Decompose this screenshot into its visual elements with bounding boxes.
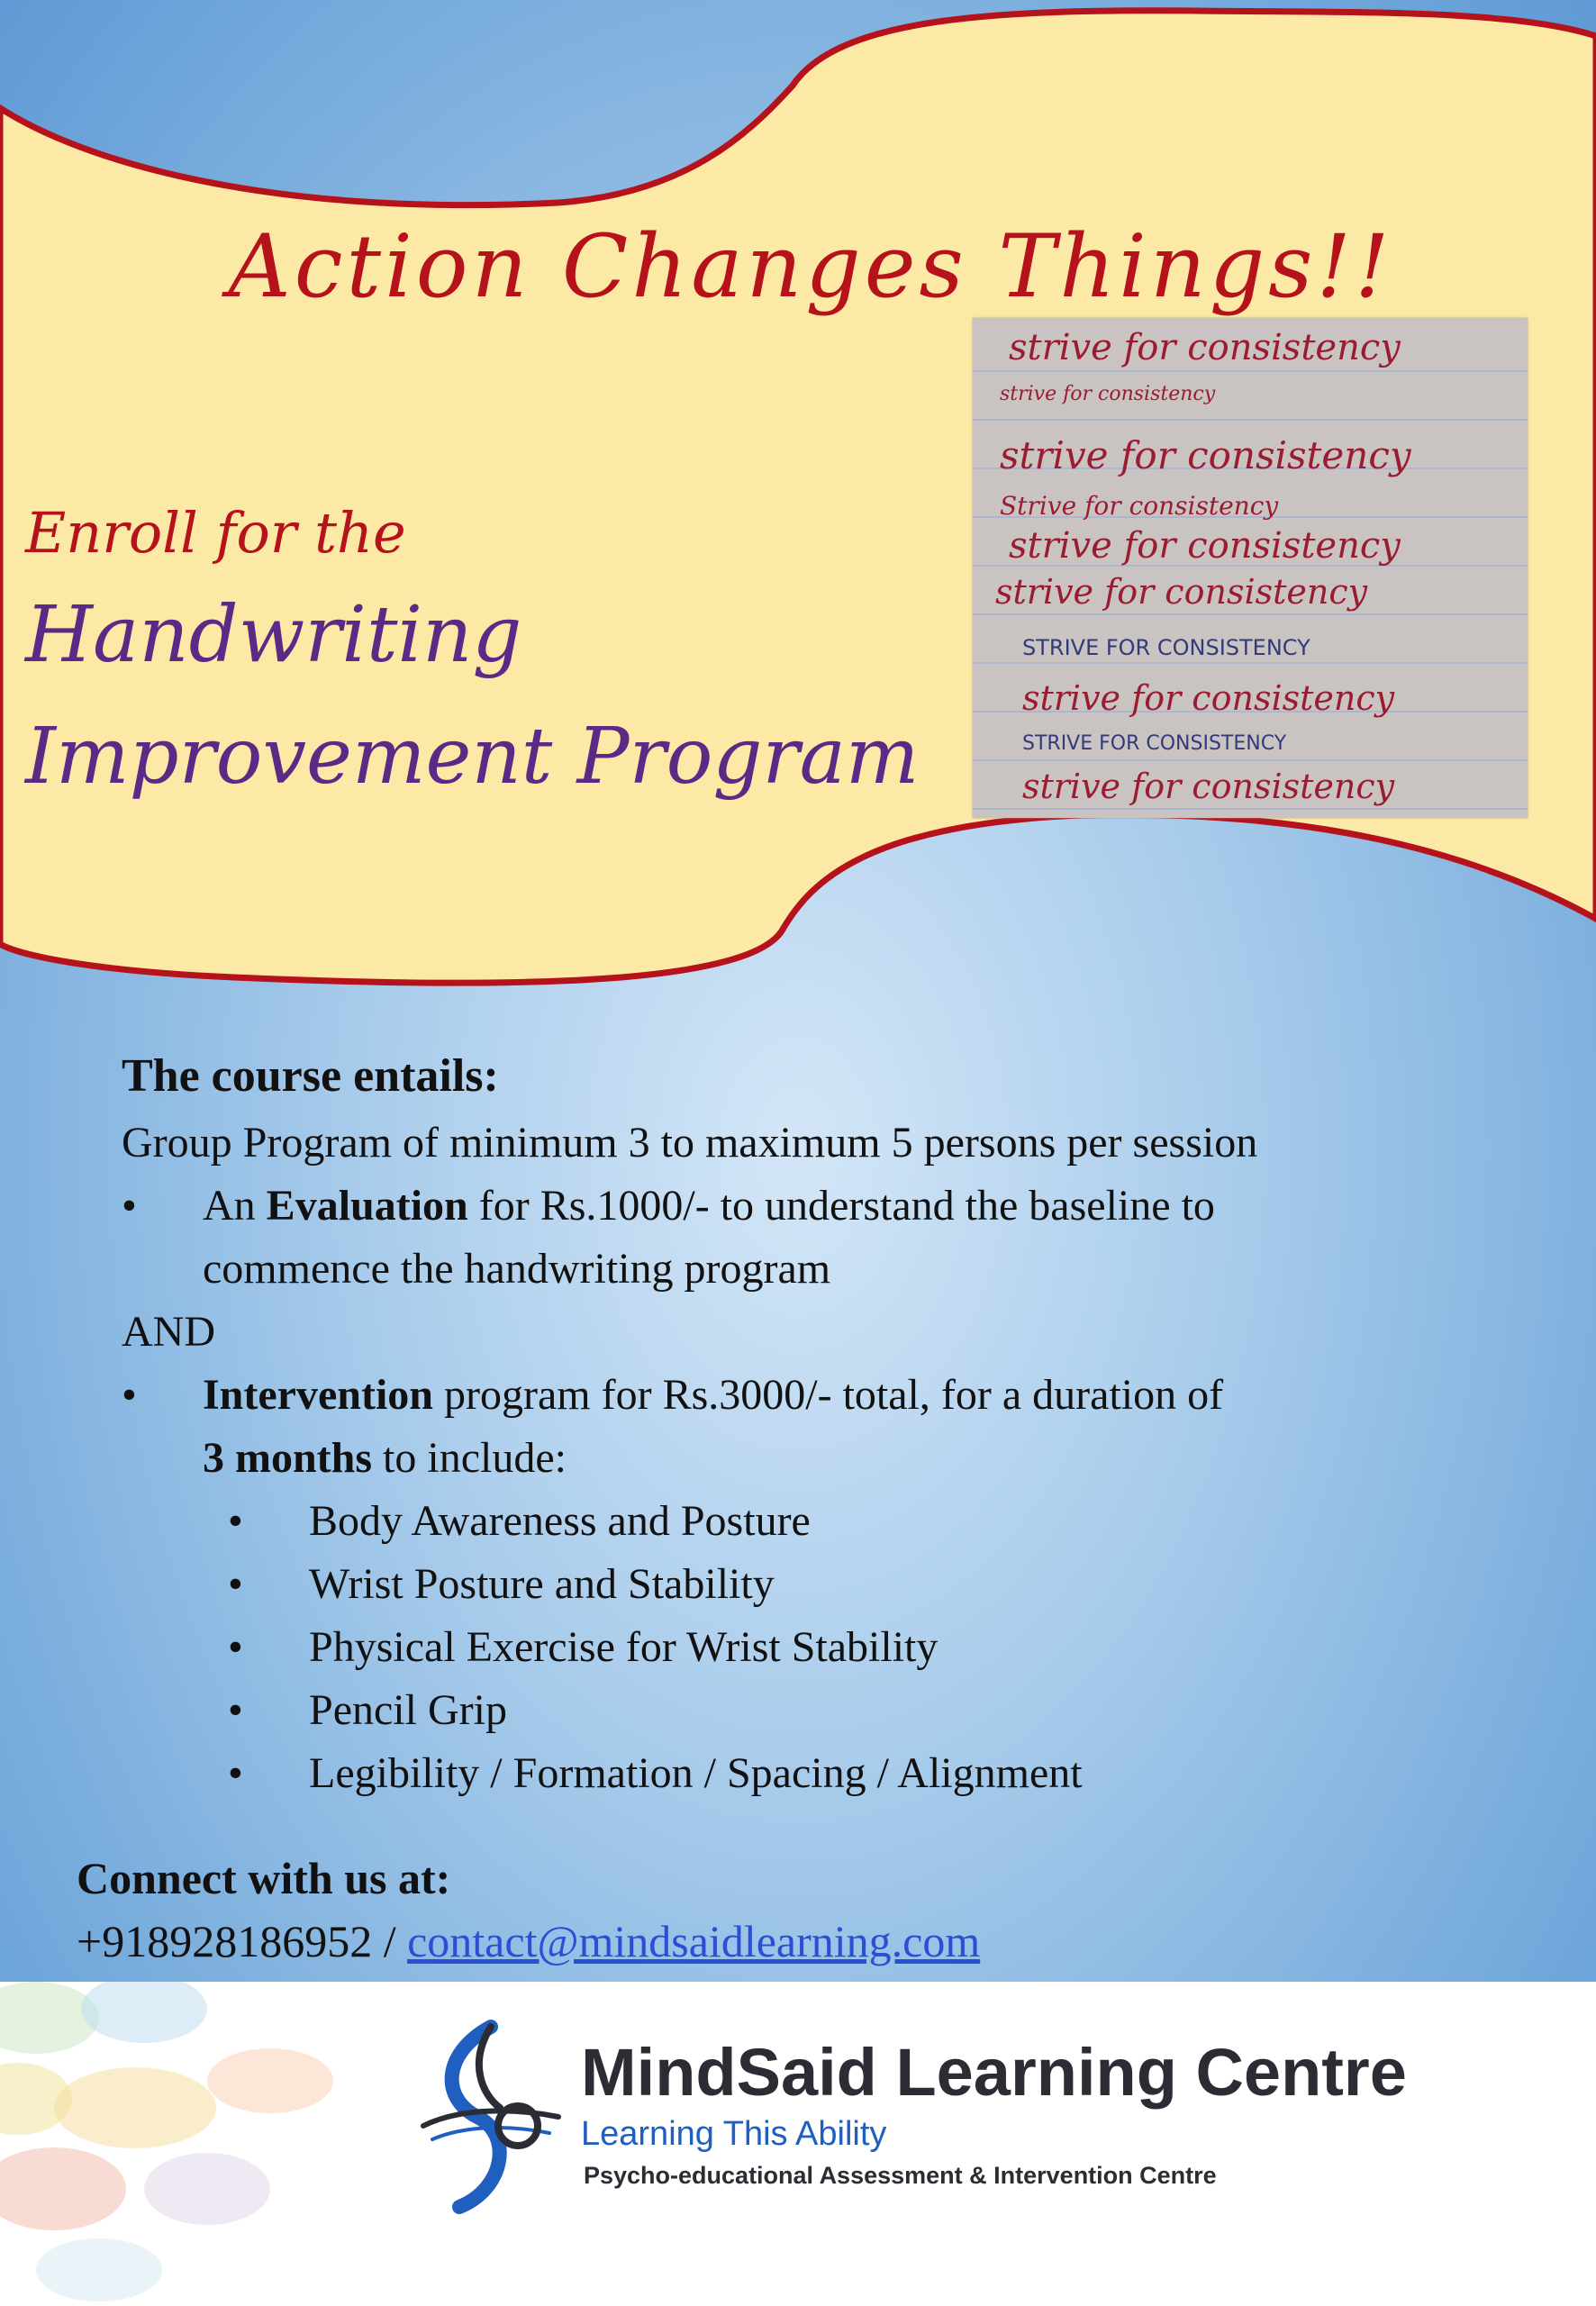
course-title: The course entails: (122, 1050, 499, 1102)
intervention-duration (122, 1427, 1491, 1490)
evaluation-text: for Rs.1000/- to understand the baseline to (467, 1182, 1215, 1230)
sample-line: Strive for consistency (1000, 491, 1279, 521)
list-item-label: Body Awareness and Posture (309, 1497, 811, 1545)
list-item (122, 1742, 1491, 1805)
headline: Action Changes Things!! (228, 216, 1393, 317)
sample-line: STRIVE FOR CONSISTENCY (1022, 635, 1310, 660)
list-item-label: Wrist Posture and Stability (309, 1560, 775, 1608)
enroll-text: Enroll for the (25, 500, 406, 566)
sample-line: STRIVE FOR CONSISTENCY (1022, 732, 1287, 755)
sample-line: strive for consistency (1022, 767, 1395, 806)
handwriting-sample-photo (973, 318, 1528, 818)
and-label: AND (122, 1308, 215, 1356)
sample-line: strive for consistency (1000, 433, 1411, 477)
contact-line (77, 1910, 980, 1973)
evaluation-prefix: An (203, 1182, 267, 1230)
bullet: • (122, 1371, 137, 1419)
bullet: • (228, 1623, 243, 1671)
evaluation-item (122, 1175, 1491, 1238)
contact-title: Connect with us at: (77, 1853, 451, 1903)
duration-value: 3 months (203, 1434, 373, 1482)
bullet: • (228, 1686, 243, 1734)
bullet: • (122, 1182, 137, 1230)
brain-logo-icon (405, 2018, 567, 2216)
program-title-line1: Handwriting (25, 590, 522, 680)
bullet: • (228, 1560, 243, 1608)
contact-block (77, 1847, 980, 1973)
decorative-bubbles (0, 1982, 360, 2306)
course-intro: Group Program of minimum 3 to maximum 5 persons per session (122, 1119, 1258, 1167)
sample-line: strive for consistency (1009, 327, 1401, 368)
bullet: • (228, 1497, 243, 1545)
phone-number: +918928186952 / (77, 1916, 408, 1966)
sample-line: strive for consistency (1009, 525, 1401, 567)
list-item (122, 1679, 1491, 1742)
footer (0, 1982, 1596, 2306)
intervention-label: Intervention (203, 1371, 433, 1419)
email-link[interactable]: contact@mindsaidlearning.com (407, 1916, 981, 1966)
list-item-label: Pencil Grip (309, 1686, 507, 1734)
bullet: • (228, 1749, 243, 1797)
evaluation-text-line2: commence the handwriting program (203, 1245, 831, 1293)
intervention-item (122, 1364, 1491, 1427)
list-item (122, 1616, 1491, 1679)
list-item-label: Physical Exercise for Wrist Stability (309, 1623, 939, 1671)
program-title-line2: Improvement Program (25, 712, 920, 802)
list-item-label: Legibility / Formation / Spacing / Alignment (309, 1749, 1083, 1797)
sample-line: strive for consistency (995, 572, 1368, 612)
logo-tagline: Learning This Ability (581, 2115, 887, 2153)
intervention-text: program for Rs.3000/- total, for a duration of (432, 1371, 1224, 1419)
course-details (122, 1045, 1491, 1805)
sample-line: strive for consistency (1022, 678, 1395, 718)
list-item (122, 1553, 1491, 1616)
evaluation-label: Evaluation (266, 1182, 468, 1230)
list-item (122, 1490, 1491, 1553)
logo-subtitle: Psycho-educational Assessment & Intervention Centre (584, 2162, 1217, 2189)
duration-text: to include: (372, 1434, 567, 1482)
sample-line: strive for consistency (1000, 383, 1216, 405)
logo-name: MindSaid Learning Centre (581, 2035, 1407, 2110)
